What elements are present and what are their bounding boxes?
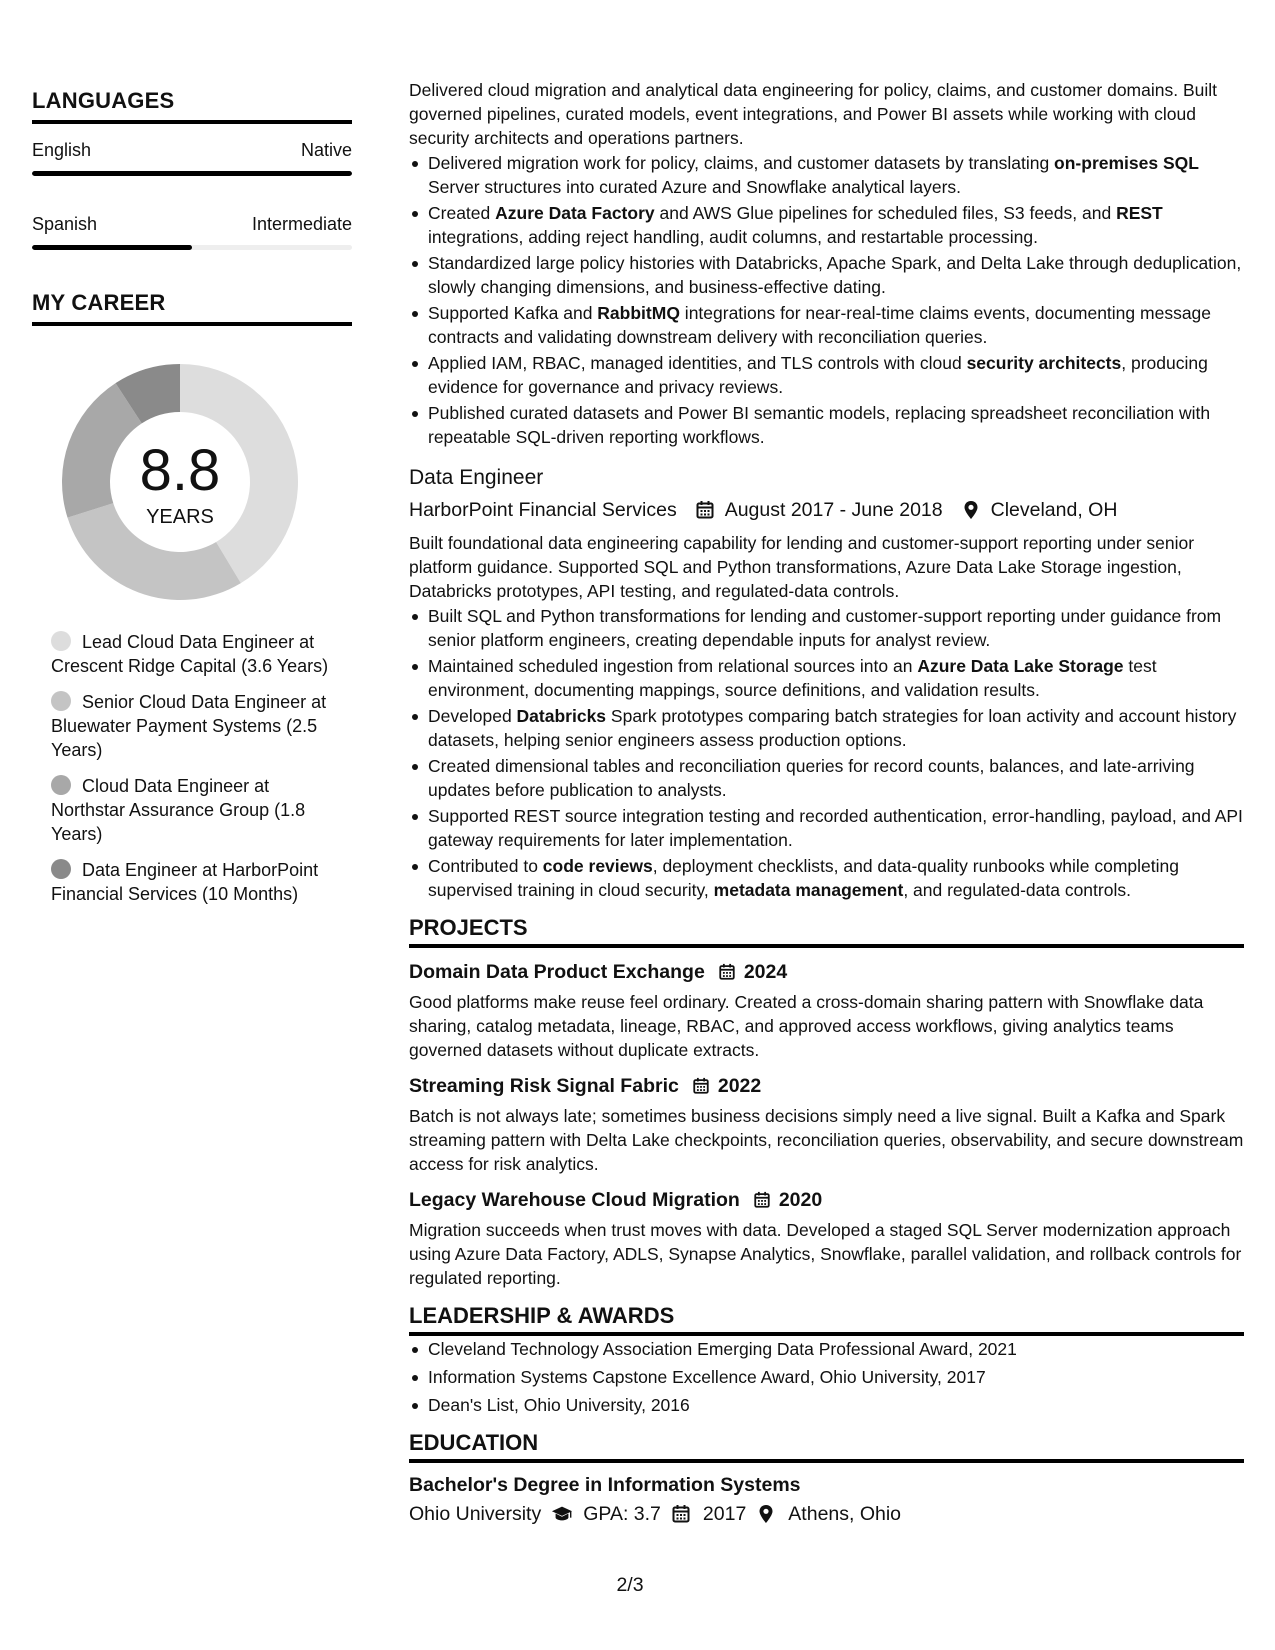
job-bullet: Supported Kafka and RabbitMQ integrations for near-real-time claims events, documenting message contracts and validating downstream delivery with reconciliation queries. [409,301,1244,349]
project-item [409,1072,1244,1176]
calendar-icon [718,963,736,981]
project-description: Good platforms make reuse feel ordinary. Created a cross-domain sharing pattern with Snowflake data sharing, catalog metadata, lineage, RBAC, and approved access workflows, giving analytics teams governed datasets without duplicate extracts. [409,992,1204,1060]
career-legend-item [51,774,331,846]
graduation-cap-icon [551,1504,573,1524]
education-degree: Bachelor's Degree in Information Systems [409,1474,801,1496]
location-pin-icon [756,1504,778,1524]
award-item: Information Systems Capstone Excellence Award, Ohio University, 2017 [409,1365,1244,1389]
calendar-icon [695,500,715,520]
job-bullet: Contributed to code reviews, deployment checklists, and data-quality runbooks while completing supervised training in cloud security, metadata management, and regulated-data controls. [409,854,1244,902]
project-item [409,958,1244,1062]
previous-job-bullets [409,151,1244,449]
job-bullet: Created dimensional tables and reconciliation queries for record counts, balances, and late-arriving updates before publication to analysts. [409,754,1244,802]
project-year: 2024 [743,961,788,983]
main-column [409,78,1244,1529]
legend-swatch [51,775,71,795]
education-year: 2017 [702,1503,747,1525]
language-item [32,214,352,250]
career-legend-item [51,858,331,906]
job-meta [409,495,1244,525]
page-number: 2/3 [616,1574,644,1596]
career-heading: MY CAREER [32,290,352,326]
job-bullet: Supported REST source integration testing and recorded authentication, error-handling, payload, and API gateway requirements for later implementation. [409,804,1244,852]
awards-heading: LEADERSHIP & AWARDS [409,1304,1244,1336]
career-legend-item [51,630,331,678]
language-level: Native [300,140,352,160]
career-legend-text: Lead Cloud Data Engineer at Crescent Ridge Capital (3.6 Years) [51,632,329,676]
job-company: HarborPoint Financial Services [409,499,677,521]
career-legend-text: Data Engineer at HarborPoint Financial Services (10 Months) [51,860,319,904]
languages-heading: LANGUAGES [32,88,352,124]
project-name: Streaming Risk Signal Fabric [409,1075,679,1097]
job-location: Cleveland, OH [990,499,1118,521]
career-total-label: YEARS [146,505,214,528]
job-summary: Built foundational data engineering capability for lending and customer-support reporting under senior platform guidance. Supported SQL and Python transformations, Azure Data Lake Storage ingestion, Databricks prototypes, API testing, and regulated-data controls. [409,533,1195,601]
career-donut-chart [56,358,304,606]
job-bullets [409,604,1244,902]
job-bullet: Developed Databricks Spark prototypes comparing batch strategies for loan activity and account history datasets, helping senior engineers assess production options. [409,704,1244,752]
job-bullet: Maintained scheduled ingestion from relational sources into an Azure Data Lake Storage test environment, documenting mappings, source definitions, and validation results. [409,654,1244,702]
project-name: Legacy Warehouse Cloud Migration [409,1189,740,1211]
languages-list [32,140,352,250]
career-legend-text: Senior Cloud Data Engineer at Bluewater Payment Systems (2.5 Years) [51,692,327,760]
job-bullet: Built SQL and Python transformations for lending and customer-support reporting under guidance from senior platform engineers, creating dependable inputs for analyst review. [409,604,1244,652]
legend-swatch [51,631,71,651]
project-item [409,1186,1244,1290]
awards-list [409,1337,1244,1417]
job-bullet: Created Azure Data Factory and AWS Glue pipelines for scheduled files, S3 feeds, and REST integrations, adding reject handling, audit columns, and restartable processing. [409,201,1244,249]
job-bullet: Standardized large policy histories with Databricks, Apache Spark, and Delta Lake through deduplication, slowly changing dimensions, and business-effective dating. [409,251,1244,299]
language-proficiency-bar [32,171,352,176]
previous-job-summary: Delivered cloud migration and analytical data engineering for policy, claims, and customer domains. Built governed pipelines, curated models, event integrations, and Power BI assets while working with cloud security architects and operations partners. [409,80,1218,148]
language-name: Spanish [32,214,98,234]
education-gpa: GPA: 3.7 [583,1503,661,1525]
sidebar [32,88,352,918]
job-bullet: Applied IAM, RBAC, managed identities, and TLS controls with cloud security architects, producing evidence for governance and privacy reviews. [409,351,1244,399]
project-description: Batch is not always late; sometimes business decisions simply need a live signal. Built a Kafka and Spark streaming pattern with Delta Lake checkpoints, reconciliation queries, observability, and secure downstream access for risk analytics. [409,1106,1244,1174]
project-year: 2022 [717,1075,762,1097]
location-pin-icon [961,500,981,520]
award-item: Cleveland Technology Association Emerging Data Professional Award, 2021 [409,1337,1244,1361]
job-bullet: Delivered migration work for policy, claims, and customer datasets by translating on-premises SQL Server structures into curated Azure and Snowflake analytical layers. [409,151,1244,199]
career-legend-text: Cloud Data Engineer at Northstar Assurance Group (1.8 Years) [51,776,306,844]
education-school: Ohio University [409,1503,542,1525]
calendar-icon [753,1191,771,1209]
calendar-icon [692,1077,710,1095]
project-year: 2020 [778,1189,823,1211]
education-location: Athens, Ohio [788,1503,902,1525]
project-name: Domain Data Product Exchange [409,961,705,983]
job-bullet: Published curated datasets and Power BI semantic models, replacing spreadsheet reconciliation with repeatable SQL-driven reporting workflows. [409,401,1244,449]
calendar-icon [671,1504,693,1524]
language-proficiency-bar [32,245,352,250]
language-proficiency-fill [32,245,192,250]
education-heading: EDUCATION [409,1431,1244,1463]
language-proficiency-fill [32,171,352,176]
award-item: Dean's List, Ohio University, 2016 [409,1393,1244,1417]
job-dates: August 2017 - June 2018 [724,499,943,521]
legend-swatch [51,859,71,879]
language-level: Intermediate [251,214,352,234]
language-item [32,140,352,176]
career-legend [51,630,331,906]
career-total [56,358,304,606]
projects-heading: PROJECTS [409,916,1244,948]
project-description: Migration succeeds when trust moves with data. Developed a staged SQL Server modernization approach using Azure Data Factory, ADLS, Synapse Analytics, Snowflake, parallel validation, and rollback controls for regulated reporting. [409,1220,1242,1288]
legend-swatch [51,691,71,711]
career-total-value: 8.8 [139,437,221,503]
education-meta [409,1499,1244,1529]
career-legend-item [51,690,331,762]
language-name: English [32,140,92,160]
job-title: Data Engineer [409,466,544,489]
